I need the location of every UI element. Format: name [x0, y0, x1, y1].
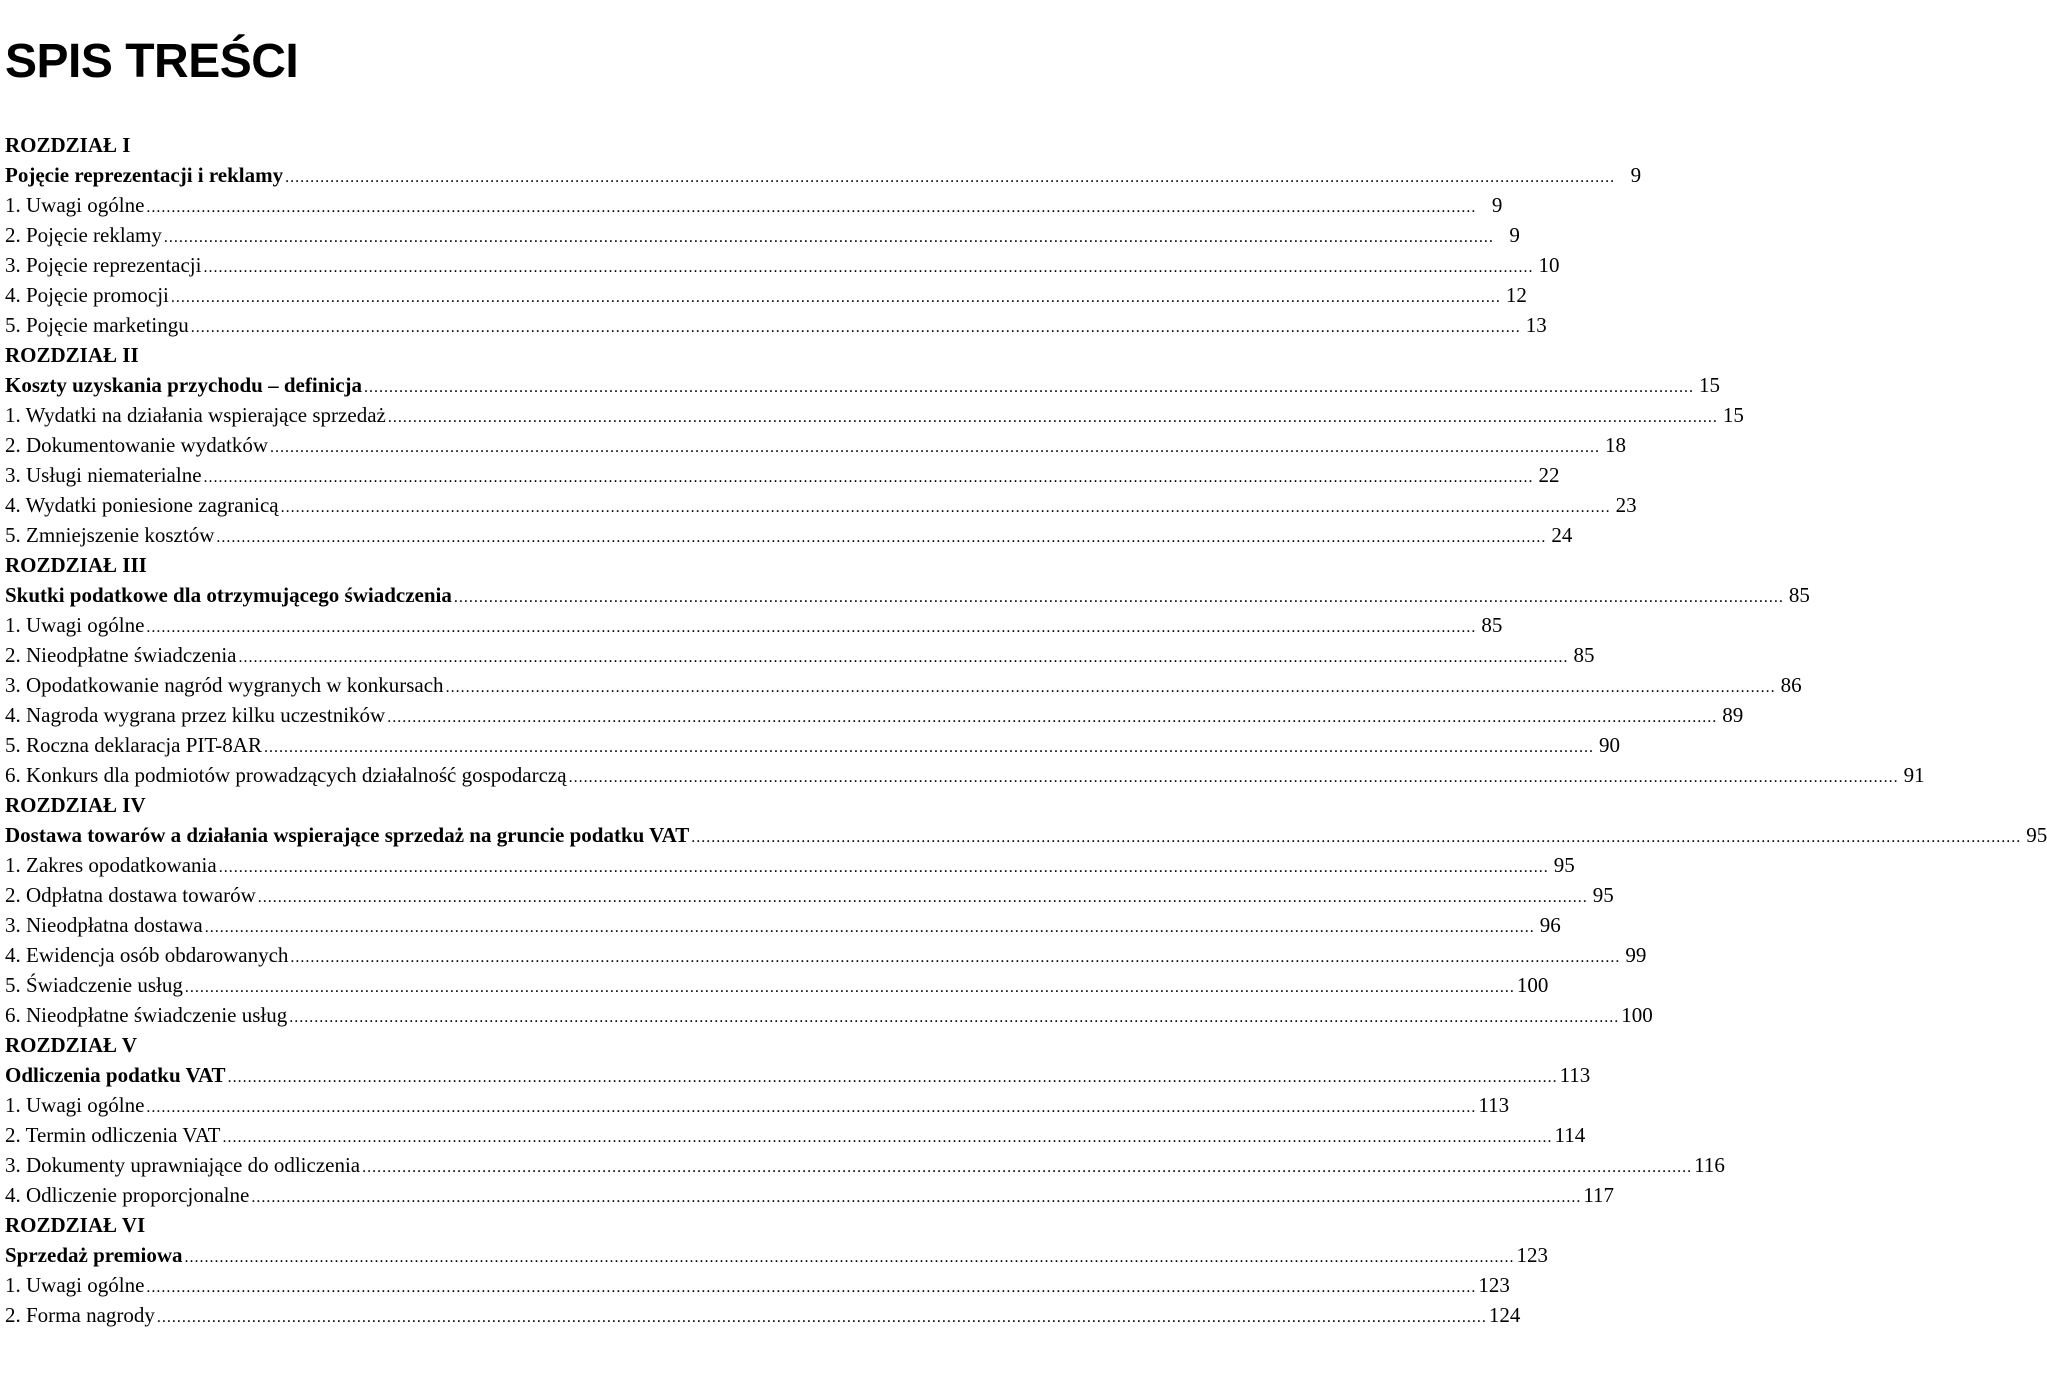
toc-entry-label: 1. Uwagi ogólne: [5, 613, 145, 637]
toc-page-number: 100: [1516, 973, 1549, 997]
toc-entry[interactable]: [5, 490, 1637, 520]
toc-entry[interactable]: [5, 730, 1620, 760]
dot-leader: [251, 1180, 1581, 1213]
toc-entry-label: ROZDZIAŁ V: [5, 1033, 138, 1057]
toc-page-number: 124: [1488, 1303, 1521, 1327]
toc-entry-label: ROZDZIAŁ VI: [5, 1213, 146, 1237]
toc-entry[interactable]: [5, 250, 1560, 280]
toc-entry-label: 2. Pojęcie reklamy: [5, 223, 162, 247]
toc-entry-label: Koszty uzyskania przychodu – definicja: [5, 373, 363, 397]
toc-entry[interactable]: [5, 190, 1503, 220]
toc-entry-label: 2. Dokumentowanie wydatków: [5, 433, 269, 457]
toc-entry-label: 4. Nagroda wygrana przez kilku uczestników: [5, 703, 386, 727]
dot-leader: [239, 640, 1569, 673]
dot-leader: [387, 700, 1717, 733]
toc-page-number: 86: [1780, 673, 1802, 697]
toc-page-number: 85: [1788, 583, 1810, 607]
toc-page-number: 9: [1509, 223, 1520, 247]
dot-leader: [281, 490, 1611, 523]
toc-entry-label: ROZDZIAŁ II: [5, 343, 139, 367]
toc-page-number: 123: [1478, 1273, 1510, 1297]
toc-entry-label: 3. Nieodpłatna dostawa: [5, 913, 203, 937]
dot-leader: [362, 1150, 1692, 1183]
toc-entry-label: 6. Nieodpłatne świadczenie usług: [5, 1003, 288, 1027]
toc-entry-label: 2. Forma nagrody: [5, 1303, 155, 1327]
dot-leader: [223, 1120, 1553, 1153]
toc-entry-label: 3. Usługi niematerialne: [5, 463, 202, 487]
chapter-title-entry[interactable]: [5, 160, 1642, 190]
toc-entry[interactable]: [5, 430, 1627, 460]
toc-page-number: 22: [1538, 463, 1560, 487]
chapter-title-entry[interactable]: [5, 820, 2047, 850]
dot-leader: [146, 190, 1476, 223]
toc-entry-label: 3. Opodatkowanie nagród wygranych w konkursach: [5, 673, 444, 697]
dot-leader: [388, 400, 1718, 433]
toc-entry[interactable]: [5, 220, 1520, 250]
toc-page-number: 89: [1722, 703, 1744, 727]
toc-entry-label: 2. Odpłatna dostawa towarów: [5, 883, 256, 907]
toc-entry[interactable]: [5, 460, 1560, 490]
toc-entry[interactable]: [5, 760, 1925, 790]
toc-entry[interactable]: [5, 670, 1802, 700]
dot-leader: [364, 370, 1694, 403]
toc-entry[interactable]: [5, 1150, 1725, 1180]
dot-leader: [446, 670, 1776, 703]
toc-page-number: 15: [1699, 373, 1721, 397]
toc-page-number: 96: [1539, 913, 1561, 937]
toc-page-number: 85: [1573, 643, 1595, 667]
toc-page-number: 117: [1583, 1183, 1615, 1207]
toc-entry[interactable]: [5, 1300, 1521, 1330]
toc-page-number: 12: [1505, 283, 1527, 307]
dot-leader: [204, 460, 1534, 493]
toc-entry-label: ROZDZIAŁ I: [5, 133, 131, 157]
dot-leader: [454, 580, 1784, 613]
toc-entry[interactable]: [5, 1000, 1653, 1030]
toc-entry[interactable]: [5, 280, 1527, 310]
dot-leader: [569, 760, 1899, 793]
toc-entry-label: 4. Pojęcie promocji: [5, 283, 169, 307]
toc-page-number: 18: [1605, 433, 1627, 457]
toc-entry-label: 6. Konkurs dla podmiotów prowadzących działalność gospodarczą: [5, 763, 567, 787]
toc-entry[interactable]: [5, 1270, 1510, 1300]
toc-page-number: 114: [1554, 1123, 1586, 1147]
toc-page-number: 113: [1478, 1093, 1510, 1117]
dot-leader: [203, 250, 1533, 283]
toc-entry[interactable]: [5, 910, 1561, 940]
dot-leader: [146, 1270, 1476, 1303]
toc-page-number: 9: [1491, 193, 1503, 217]
dot-leader: [185, 970, 1515, 1003]
toc-entry-label: 4. Wydatki poniesione zagranicą: [5, 493, 279, 517]
toc-entry[interactable]: [5, 700, 1744, 730]
dot-leader: [216, 520, 1546, 553]
toc-entry[interactable]: [5, 400, 1744, 430]
toc-entry-label: 1. Wydatki na działania wspierające sprzedaż: [5, 403, 386, 427]
toc-page-number: 9: [1630, 163, 1642, 187]
dot-leader: [228, 1060, 1558, 1093]
toc-page-number: 100: [1621, 1003, 1653, 1027]
chapter-heading: [5, 1210, 962, 1240]
dot-leader: [164, 220, 1494, 253]
chapter-heading: [5, 340, 962, 370]
toc-entry-label: 3. Pojęcie reprezentacji: [5, 253, 202, 277]
toc-entry-label: 2. Nieodpłatne świadczenia: [5, 643, 237, 667]
toc-entry-label: 5. Zmniejszenie kosztów: [5, 523, 215, 547]
toc-entry[interactable]: [5, 880, 1614, 910]
toc-page-number: 91: [1903, 763, 1925, 787]
toc-entry[interactable]: [5, 850, 1575, 880]
table-of-contents: [5, 130, 2047, 1330]
toc-entry-label: Dostawa towarów a działania wspierające sprzedaż na gruncie podatku VAT: [5, 823, 690, 847]
dot-leader: [264, 730, 1594, 763]
page-title: SPIS TREŚCI: [5, 35, 299, 89]
chapter-title-entry[interactable]: [5, 1240, 1549, 1270]
toc-page-number: 113: [1559, 1063, 1591, 1087]
dot-leader: [258, 880, 1588, 913]
toc-entry-label: 1. Uwagi ogólne: [5, 193, 145, 217]
chapter-title-entry[interactable]: [5, 580, 1810, 610]
toc-page-number: 116: [1694, 1153, 1725, 1177]
dot-leader: [285, 160, 1615, 193]
dot-leader: [146, 610, 1476, 643]
toc-entry-label: Sprzedaż premiowa: [5, 1243, 183, 1267]
dot-leader: [146, 1090, 1476, 1123]
toc-entry-label: 3. Dokumenty uprawniające do odliczenia: [5, 1153, 361, 1177]
toc-entry[interactable]: [5, 610, 1503, 640]
toc-entry-label: ROZDZIAŁ IV: [5, 793, 146, 817]
toc-page-number: 123: [1516, 1243, 1549, 1267]
toc-entry-label: Skutki podatkowe dla otrzymującego świadczenia: [5, 583, 452, 607]
toc-entry[interactable]: [5, 520, 1573, 550]
toc-page-number: 95: [1553, 853, 1575, 877]
chapter-heading: [5, 550, 962, 580]
toc-entry[interactable]: [5, 1120, 1586, 1150]
dot-leader: [219, 850, 1549, 883]
toc-entry-label: 2. Termin odliczenia VAT: [5, 1123, 221, 1147]
toc-entry-label: 5. Roczna deklaracja PIT-8AR: [5, 733, 262, 757]
chapter-heading: [5, 130, 962, 160]
dot-leader: [157, 1300, 1487, 1333]
chapter-title-entry[interactable]: [5, 1060, 1591, 1090]
toc-entry-label: 4. Ewidencja osób obdarowanych: [5, 943, 289, 967]
chapter-title-entry[interactable]: [5, 370, 1721, 400]
toc-page-number: 85: [1481, 613, 1503, 637]
toc-entry-label: 1. Uwagi ogólne: [5, 1093, 145, 1117]
toc-entry[interactable]: [5, 310, 1547, 340]
toc-entry[interactable]: [5, 1090, 1510, 1120]
toc-page-number: 15: [1722, 403, 1744, 427]
toc-page-number: 23: [1615, 493, 1637, 517]
toc-entry[interactable]: [5, 940, 1647, 970]
toc-page-number: 13: [1525, 313, 1547, 337]
chapter-heading: [5, 790, 962, 820]
toc-entry-label: 5. Pojęcie marketingu: [5, 313, 189, 337]
dot-leader: [185, 1240, 1515, 1273]
toc-entry-label: 4. Odliczenie proporcjonalne: [5, 1183, 250, 1207]
toc-page-number: 24: [1551, 523, 1573, 547]
toc-page-number: 99: [1625, 943, 1647, 967]
toc-entry-label: 5. Świadczenie usług: [5, 973, 183, 997]
toc-entry-label: Odliczenia podatku VAT: [5, 1063, 226, 1087]
toc-entry-label: ROZDZIAŁ III: [5, 553, 147, 577]
toc-page-number: 95: [1592, 883, 1614, 907]
toc-entry[interactable]: [5, 970, 1549, 1000]
dot-leader: [171, 280, 1501, 313]
dot-leader: [691, 820, 2021, 853]
dot-leader: [205, 910, 1535, 943]
dot-leader: [290, 940, 1620, 973]
chapter-heading: [5, 1030, 962, 1060]
dot-leader: [270, 430, 1600, 463]
toc-page-number: 10: [1538, 253, 1560, 277]
toc-entry-label: Pojęcie reprezentacji i reklamy: [5, 163, 284, 187]
dot-leader: [191, 310, 1521, 343]
toc-entry-label: 1. Zakres opodatkowania: [5, 853, 217, 877]
toc-entry[interactable]: [5, 640, 1595, 670]
toc-page-number: 95: [2026, 823, 2047, 847]
dot-leader: [289, 1000, 1619, 1033]
toc-entry[interactable]: [5, 1180, 1615, 1210]
toc-entry-label: 1. Uwagi ogólne: [5, 1273, 145, 1297]
toc-page-number: 90: [1598, 733, 1620, 757]
